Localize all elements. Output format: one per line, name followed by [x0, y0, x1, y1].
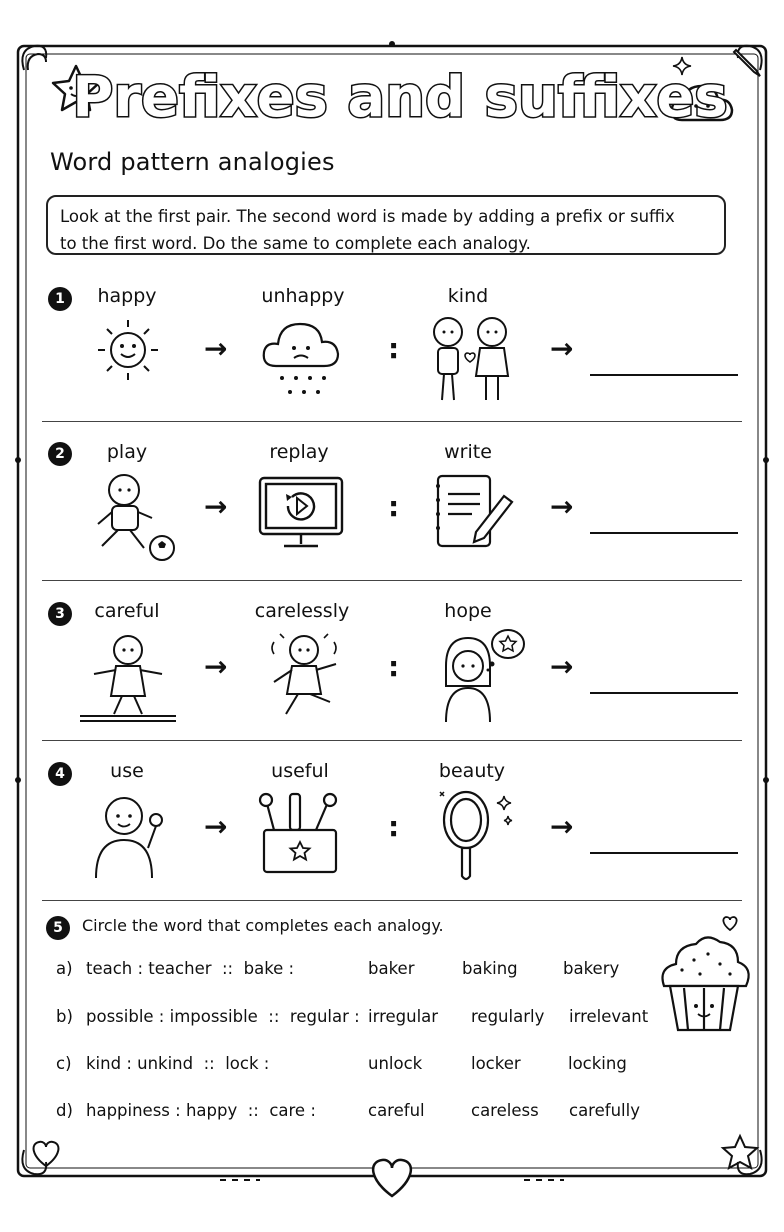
kids-holding-hands-icon	[420, 312, 520, 408]
mc-option[interactable]: regularly	[471, 1007, 545, 1026]
svg-text:Prefixes and suffixes: Prefixes and suffixes	[72, 65, 728, 130]
girl-tripping-icon	[260, 628, 350, 724]
arrow: →	[204, 810, 228, 843]
mc-option[interactable]: bakery	[563, 959, 620, 978]
divider	[42, 740, 742, 741]
page-title	[72, 56, 728, 140]
analogy-word-3: write	[444, 441, 492, 463]
boy-with-wrench-icon	[86, 786, 176, 880]
instructions-box	[46, 195, 726, 255]
mc-option[interactable]: locker	[471, 1054, 521, 1073]
colon: :	[388, 490, 400, 523]
arrow: →	[204, 650, 228, 683]
analogy-word-1: careful	[94, 600, 160, 622]
analogy-word-2: unhappy	[261, 285, 345, 307]
hand-mirror-icon	[432, 784, 518, 884]
question-number: 4	[48, 762, 72, 786]
mc-option[interactable]: baker	[368, 959, 415, 978]
colon: :	[388, 332, 400, 365]
toolbox-icon	[254, 790, 346, 876]
analogy-word-2: useful	[271, 760, 329, 782]
colon: :	[388, 810, 400, 843]
mc-option[interactable]: baking	[462, 959, 518, 978]
analogy-word-2: replay	[269, 441, 329, 463]
corner-swirl-icon	[22, 46, 52, 76]
mc-option[interactable]: carefully	[569, 1101, 640, 1120]
colon: :	[388, 650, 400, 683]
instructions-line-2: to the first word. Do the same to complete each analogy.	[60, 234, 531, 253]
mc-option[interactable]: irregular	[368, 1007, 439, 1026]
instructions-line-1: Look at the first pair. The second word is made by adding a prefix or suffix	[60, 207, 675, 226]
mc-item-analogy: teach : teacher :: bake :	[86, 959, 295, 978]
divider	[42, 421, 742, 422]
analogy-word-1: use	[110, 760, 144, 782]
arrow: →	[550, 490, 574, 523]
mc-option[interactable]: locking	[568, 1054, 627, 1073]
mc-item-label: d)	[56, 1101, 73, 1120]
page-subtitle: Word pattern analogies	[50, 148, 335, 176]
notebook-pencil-icon	[426, 470, 516, 554]
analogy-word-1: happy	[97, 285, 157, 307]
arrow: →	[204, 490, 228, 523]
mc-option[interactable]: careless	[471, 1101, 539, 1120]
question-number: 2	[48, 442, 72, 466]
sun-icon	[88, 316, 168, 386]
divider	[42, 580, 742, 581]
mc-item-analogy: happiness : happy :: care :	[86, 1101, 316, 1120]
analogy-word-1: play	[106, 441, 148, 463]
mc-option[interactable]: irrelevant	[569, 1007, 649, 1026]
answer-blank[interactable]	[590, 852, 738, 854]
answer-blank[interactable]	[590, 692, 738, 694]
answer-blank[interactable]	[590, 374, 738, 376]
mc-item-analogy: possible : impossible :: regular :	[86, 1007, 360, 1026]
arrow: →	[204, 332, 228, 365]
question-number: 5	[46, 916, 70, 940]
analogy-word-3: beauty	[438, 760, 506, 782]
analogy-word-3: hope	[444, 600, 492, 622]
monitor-replay-icon	[256, 474, 346, 554]
mc-option[interactable]: careful	[368, 1101, 425, 1120]
analogy-word-2: carelessly	[254, 600, 350, 622]
question-number: 1	[48, 287, 72, 311]
arrow: →	[550, 332, 574, 365]
pencil-icon	[730, 44, 764, 78]
girl-hoping-icon	[430, 626, 530, 724]
girl-balancing-icon	[78, 628, 178, 724]
mc-item-label: c)	[56, 1054, 72, 1073]
answer-blank[interactable]	[590, 532, 738, 534]
boy-kicking-ball-icon	[82, 470, 182, 564]
question-prompt: Circle the word that completes each analogy.	[82, 916, 444, 935]
divider	[42, 900, 742, 901]
mc-item-label: a)	[56, 959, 73, 978]
mc-option[interactable]: unlock	[368, 1054, 423, 1073]
mc-item-label: b)	[56, 1007, 73, 1026]
arrow: →	[550, 650, 574, 683]
analogy-word-3: kind	[447, 285, 489, 307]
question-number: 3	[48, 602, 72, 626]
cupcake-icon	[656, 914, 752, 1038]
arrow: →	[550, 810, 574, 843]
mc-item-analogy: kind : unkind :: lock :	[86, 1054, 270, 1073]
sad-cloud-icon	[260, 312, 344, 404]
